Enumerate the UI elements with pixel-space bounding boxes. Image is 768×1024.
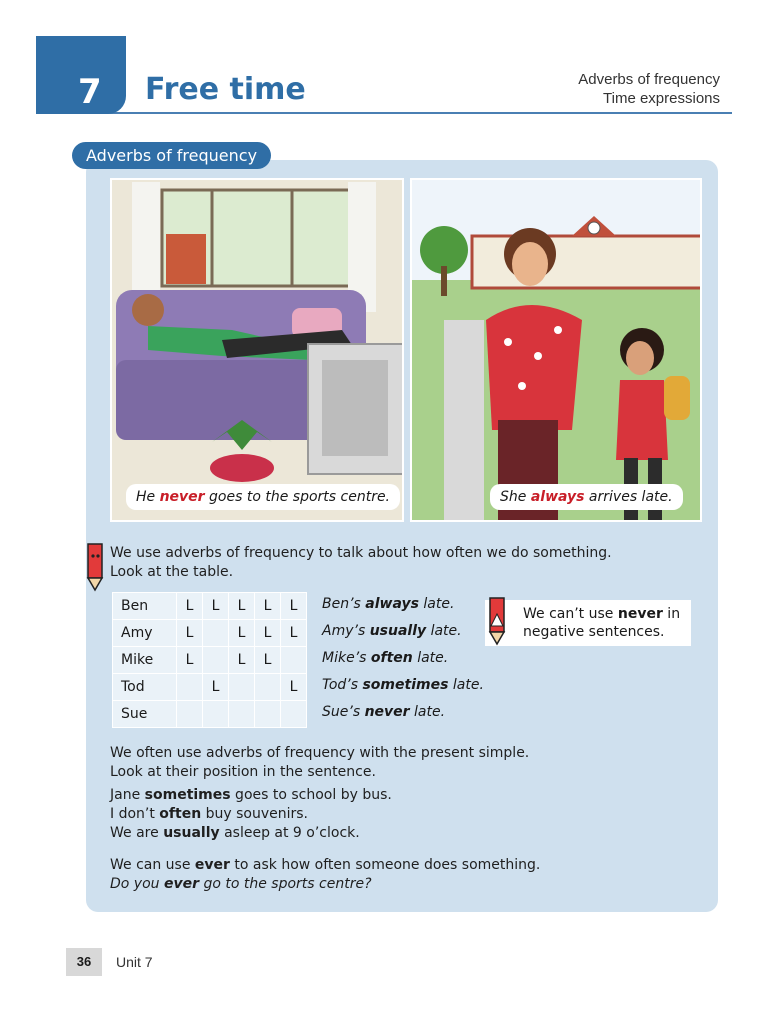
late-mark: L <box>203 674 229 701</box>
late-mark: L <box>281 593 307 620</box>
caption-text: goes to the sports centre. <box>204 489 391 505</box>
page-number: 36 <box>66 948 102 976</box>
illustration-school <box>410 178 702 522</box>
student-name: Amy <box>113 620 177 647</box>
late-mark: L <box>229 620 255 647</box>
table-row <box>113 593 307 620</box>
unit-number: 7 <box>78 72 102 112</box>
late-mark: L <box>281 674 307 701</box>
late-mark: L <box>255 647 281 674</box>
late-mark: L <box>177 593 203 620</box>
living-room-illustration <box>112 180 404 522</box>
position-line: Look at their position in the sentence. <box>110 764 376 780</box>
late-mark <box>229 701 255 728</box>
note-bold: never <box>617 606 663 622</box>
intro-line: We use adverbs of frequency to talk about how often we do something. <box>110 545 612 561</box>
table-row <box>113 701 307 728</box>
late-mark <box>255 674 281 701</box>
late-mark <box>229 674 255 701</box>
topic-adverbs: Adverbs of frequency <box>578 71 720 88</box>
frequency-table <box>112 592 307 728</box>
late-mark: L <box>255 620 281 647</box>
position-line: We often use adverbs of frequency with the present simple. <box>110 745 530 761</box>
ever-rule: We can use ever to ask how often someone does something. <box>110 857 541 873</box>
illustration-living-room <box>110 178 404 522</box>
late-mark: L <box>177 647 203 674</box>
late-mark: L <box>203 593 229 620</box>
table-row <box>113 620 307 647</box>
note-box <box>485 600 691 646</box>
late-mark <box>203 701 229 728</box>
student-name: Tod <box>113 674 177 701</box>
late-mark: L <box>281 620 307 647</box>
late-mark <box>177 701 203 728</box>
late-mark: L <box>229 593 255 620</box>
frequency-description: Amy’s usually late. <box>322 623 462 639</box>
caption-always <box>490 484 683 510</box>
frequency-description: Mike’s often late. <box>322 650 449 666</box>
ever-explanation <box>110 856 540 894</box>
ever-example: Do you ever go to the sports centre? <box>110 876 372 892</box>
intro-line: Look at the table. <box>110 564 234 580</box>
caption-text: arrives late. <box>584 489 673 505</box>
caption-adverb: never <box>159 489 205 505</box>
late-mark <box>203 647 229 674</box>
frequency-description: Ben’s always late. <box>322 596 455 612</box>
table-row <box>113 647 307 674</box>
late-mark <box>281 647 307 674</box>
late-mark: L <box>229 647 255 674</box>
frequency-description: Tod’s sometimes late. <box>322 677 484 693</box>
pencil-warning-icon <box>486 594 508 646</box>
late-mark <box>255 701 281 728</box>
student-name: Mike <box>113 647 177 674</box>
unit-title: Free time <box>145 72 306 107</box>
late-mark: L <box>177 620 203 647</box>
late-mark <box>281 701 307 728</box>
pencil-icon <box>84 540 106 592</box>
caption-text: She <box>500 489 531 505</box>
note-text: We can’t use <box>523 606 618 622</box>
late-mark <box>177 674 203 701</box>
late-mark: L <box>255 593 281 620</box>
student-name: Ben <box>113 593 177 620</box>
note-text: in negative sentences. <box>523 606 681 640</box>
section-tag: Adverbs of frequency <box>72 142 271 169</box>
example-sentence: We are usually asleep at 9 o’clock. <box>110 825 360 841</box>
topic-time-expressions: Time expressions <box>603 90 720 107</box>
example-sentence: I don’t often buy souvenirs. <box>110 806 309 822</box>
footer-unit-label: Unit 7 <box>116 954 153 970</box>
intro-text <box>110 544 612 582</box>
frequency-description: Sue’s never late. <box>322 704 446 720</box>
example-sentence: Jane sometimes goes to school by bus. <box>110 787 392 803</box>
caption-text: He <box>136 489 160 505</box>
school-illustration <box>412 180 702 522</box>
caption-adverb: always <box>530 489 585 505</box>
position-intro <box>110 744 529 782</box>
late-mark <box>203 620 229 647</box>
table-row <box>113 674 307 701</box>
example-sentences <box>110 786 392 843</box>
caption-never <box>126 484 400 510</box>
student-name: Sue <box>113 701 177 728</box>
unit-topics <box>578 70 720 108</box>
